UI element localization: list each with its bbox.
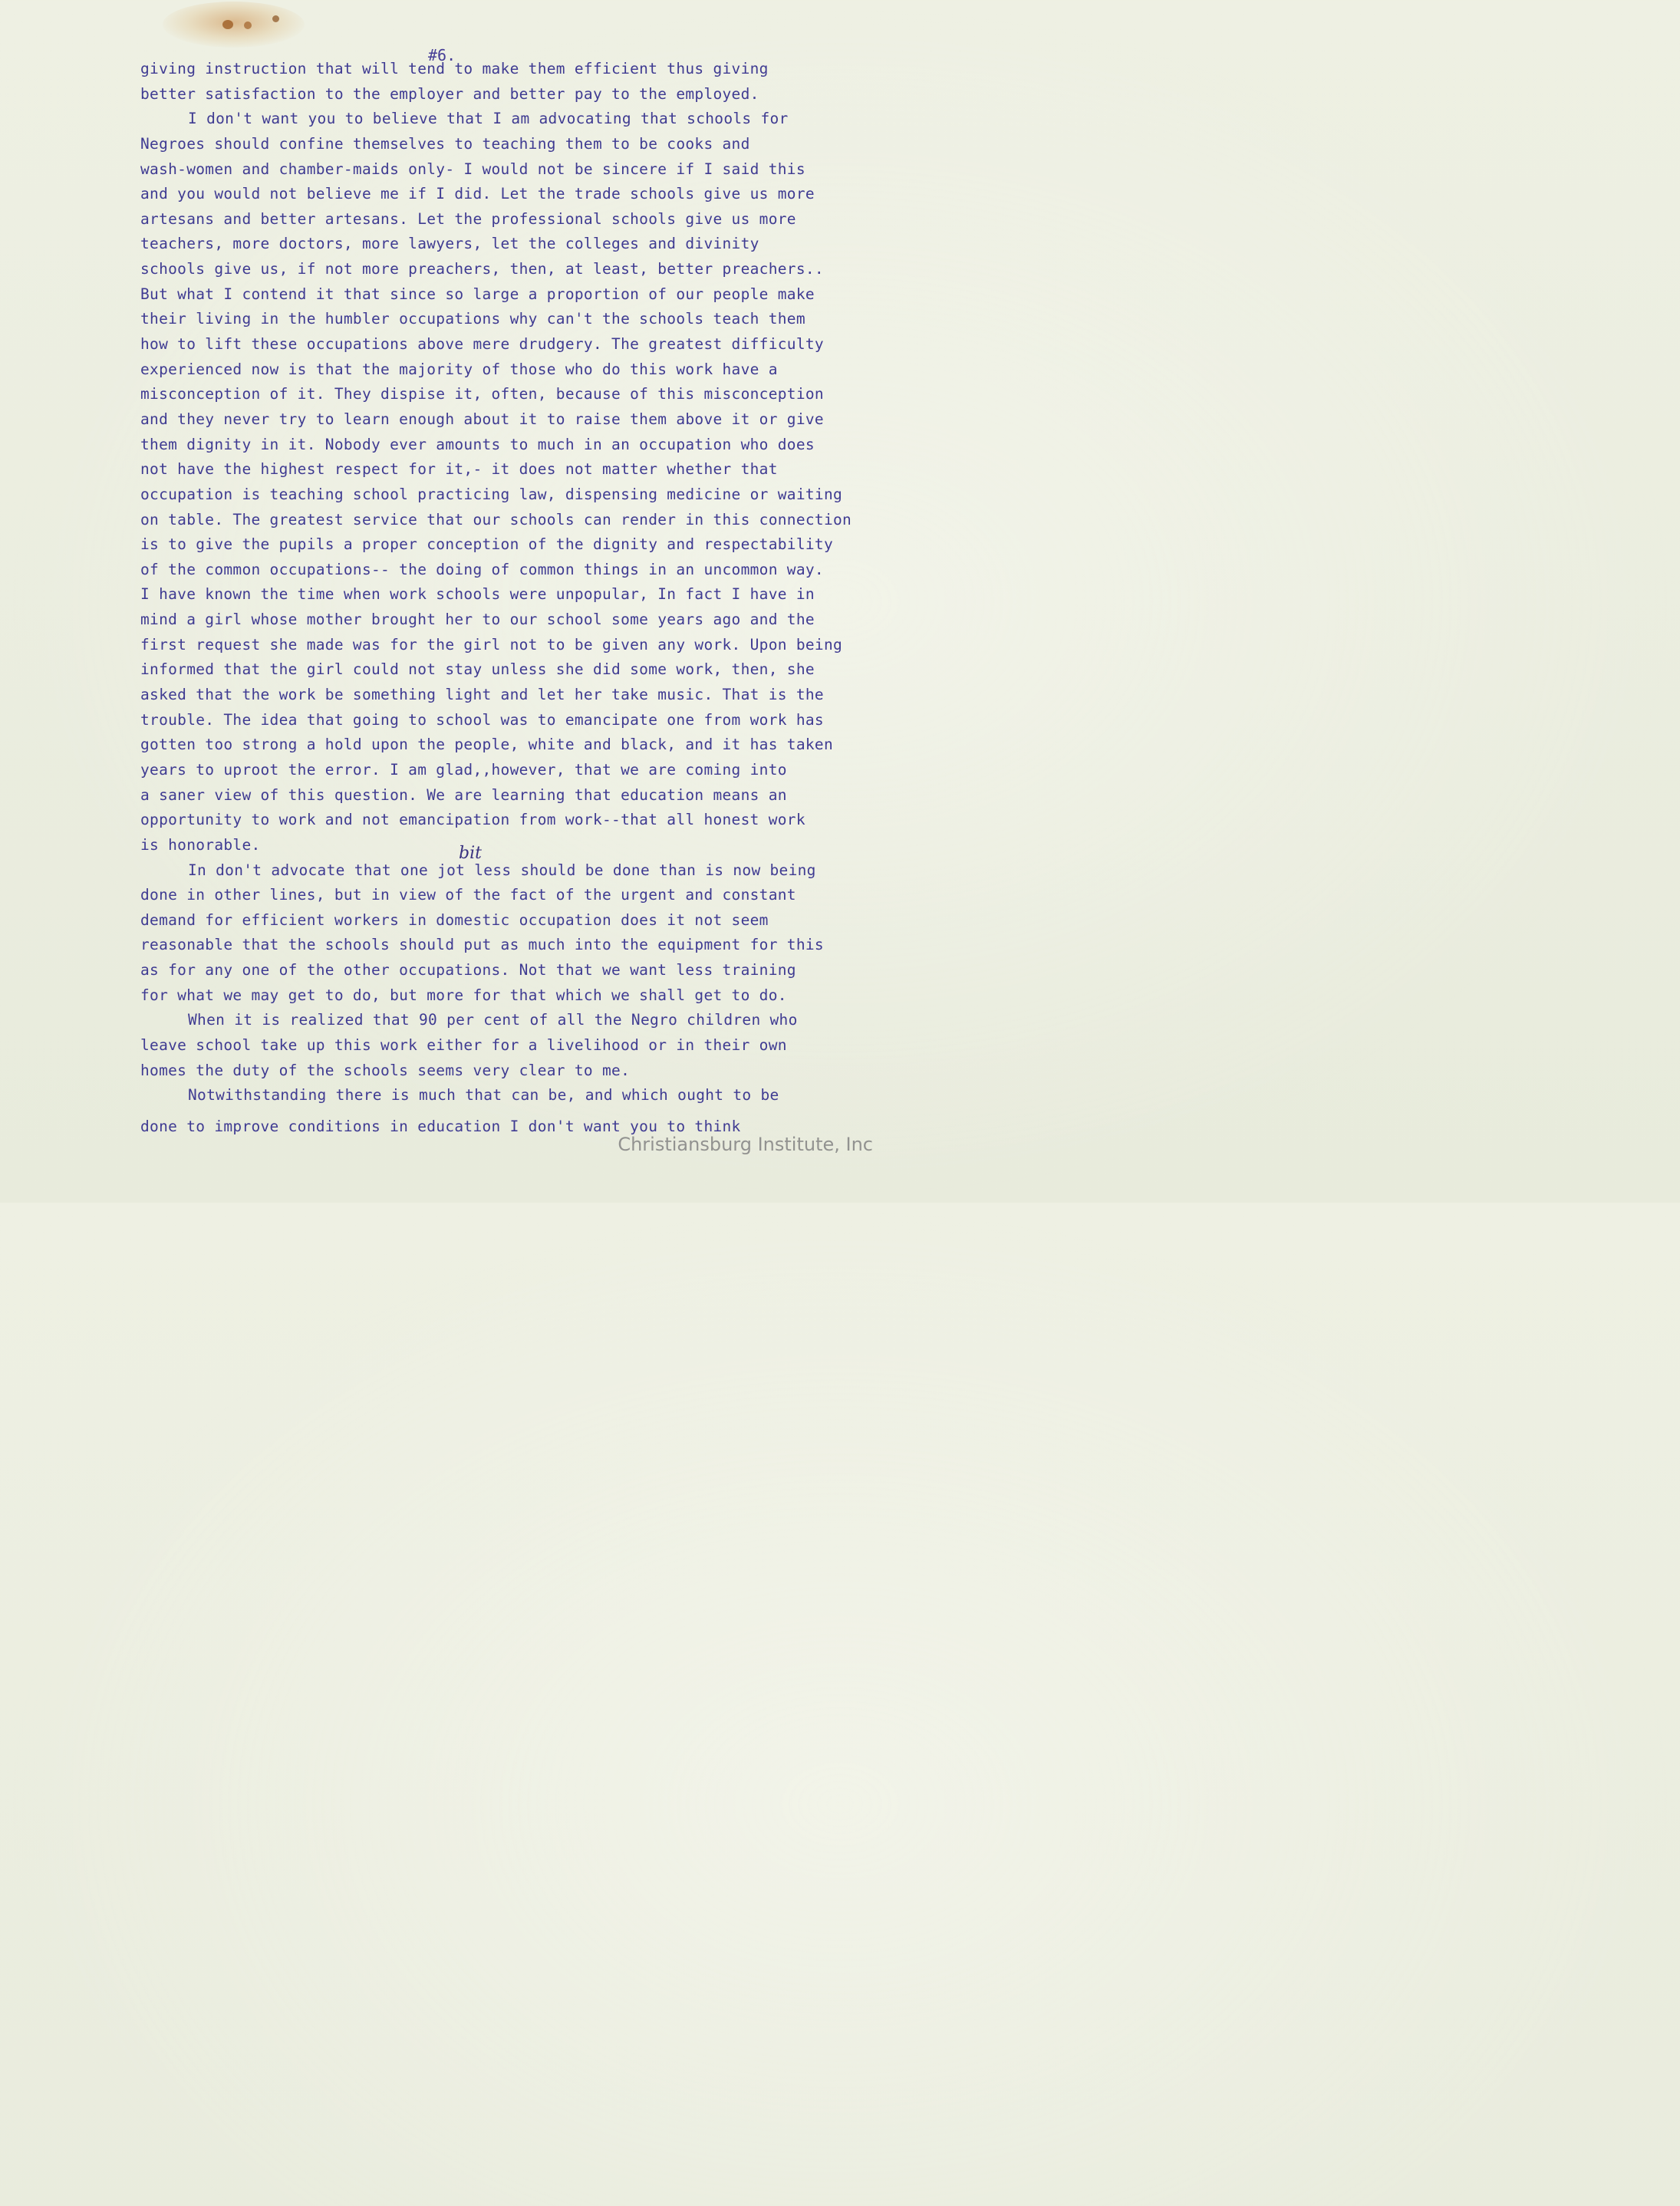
text-line: mind a girl whose mother brought her to our school some years ago and the xyxy=(140,611,815,629)
text-line: informed that the girl could not stay unless she did some work, then, she xyxy=(140,660,815,679)
text-line: trouble. The idea that going to school was to emancipate one from work has xyxy=(140,710,824,729)
text-line: artesans and better artesans. Let the professional schools give us more xyxy=(140,209,796,228)
text-line: leave school take up this work either for a livelihood or in their own xyxy=(140,1036,787,1054)
text-line: done to improve conditions in education I don't want you to think xyxy=(140,1117,741,1135)
text-line: better satisfaction to the employer and better pay to the employed. xyxy=(140,84,759,103)
text-line: misconception of it. They dispise it, often, because of this misconception xyxy=(140,385,824,403)
text-line: experienced now is that the majority of those who do this work have a xyxy=(140,360,778,378)
text-line: is honorable. xyxy=(140,835,261,854)
text-line: But what I contend it that since so large a proportion of our people make xyxy=(140,285,815,303)
text-line: demand for efficient workers in domestic occupation does it not seem xyxy=(140,910,769,929)
text-line: years to uproot the error. I am glad,,however, that we are coming into xyxy=(140,760,787,779)
text-line: Negroes should confine themselves to teaching them to be cooks and xyxy=(140,134,750,153)
text-line: first request she made was for the girl not to be given any work. Upon being xyxy=(140,635,843,654)
text-line: When it is realized that 90 per cent of all the Negro children who xyxy=(188,1011,798,1029)
text-line: them dignity in it. Nobody ever amounts to much in an occupation who does xyxy=(140,435,815,453)
typed-letter-body xyxy=(140,57,908,1140)
text-line: reasonable that the schools should put as much into the equipment for this xyxy=(140,936,824,954)
rust-spot xyxy=(272,15,279,22)
page-number: #6. xyxy=(428,46,456,64)
text-line: of the common occupations-- the doing of common things in an uncommon way. xyxy=(140,560,824,578)
rust-spot xyxy=(244,21,252,29)
text-line: not have the highest respect for it,- it does not matter whether that xyxy=(140,460,778,479)
text-line: giving instruction that will tend to make them efficient thus giving xyxy=(140,60,769,77)
text-line: occupation is teaching school practicing law, dispensing medicine or waiting xyxy=(140,485,843,503)
text-line: their living in the humbler occupations why can't the schools teach them xyxy=(140,310,805,328)
text-line: how to lift these occupations above mere drudgery. The greatest difficulty xyxy=(140,335,824,354)
text-line: a saner view of this question. We are learning that education means an xyxy=(140,785,787,804)
text-line: schools give us, if not more preachers, then, at least, better preachers.. xyxy=(140,260,824,278)
text-line: I have known the time when work schools were unpopular, In fact I have in xyxy=(140,585,815,604)
text-line: opportunity to work and not emancipation from work--that all honest work xyxy=(140,811,805,829)
text-line: I don't want you to believe that I am advocating that schools for xyxy=(188,110,789,128)
rust-stain xyxy=(163,2,305,48)
watermark: Christiansburg Institute, Inc xyxy=(618,1134,873,1155)
text-line: teachers, more doctors, more lawyers, let the colleges and divinity xyxy=(140,235,759,253)
text-line: is to give the pupils a proper conception of the dignity and respectability xyxy=(140,535,833,554)
text-line: Notwithstanding there is much that can be, and which ought to be xyxy=(188,1086,779,1105)
text-line: and you would not believe me if I did. Let the trade schools give us more xyxy=(140,185,815,203)
text-line: In don't advocate that one jot less should be done than is now being xyxy=(188,861,816,879)
text-line: as for any one of the other occupations. Not that we want less training xyxy=(140,961,796,980)
text-line: asked that the work be something light and let her take music. That is the xyxy=(140,686,824,704)
handwritten-correction: bit xyxy=(459,844,482,863)
text-line: gotten too strong a hold upon the people, white and black, and it has taken xyxy=(140,736,833,754)
text-line: homes the duty of the schools seems very clear to me. xyxy=(140,1061,631,1079)
text-line: on table. The greatest service that our schools can render in this connection xyxy=(140,510,852,528)
text-line: for what we may get to do, but more for that which we shall get to do. xyxy=(140,986,787,1004)
text-line: wash-women and chamber-maids only- I would not be sincere if I said this xyxy=(140,160,805,178)
text-line: and they never try to learn enough about it to raise them above it or give xyxy=(140,410,824,428)
rust-spot xyxy=(222,20,233,29)
text-line: done in other lines, but in view of the fact of the urgent and constant xyxy=(140,886,796,904)
